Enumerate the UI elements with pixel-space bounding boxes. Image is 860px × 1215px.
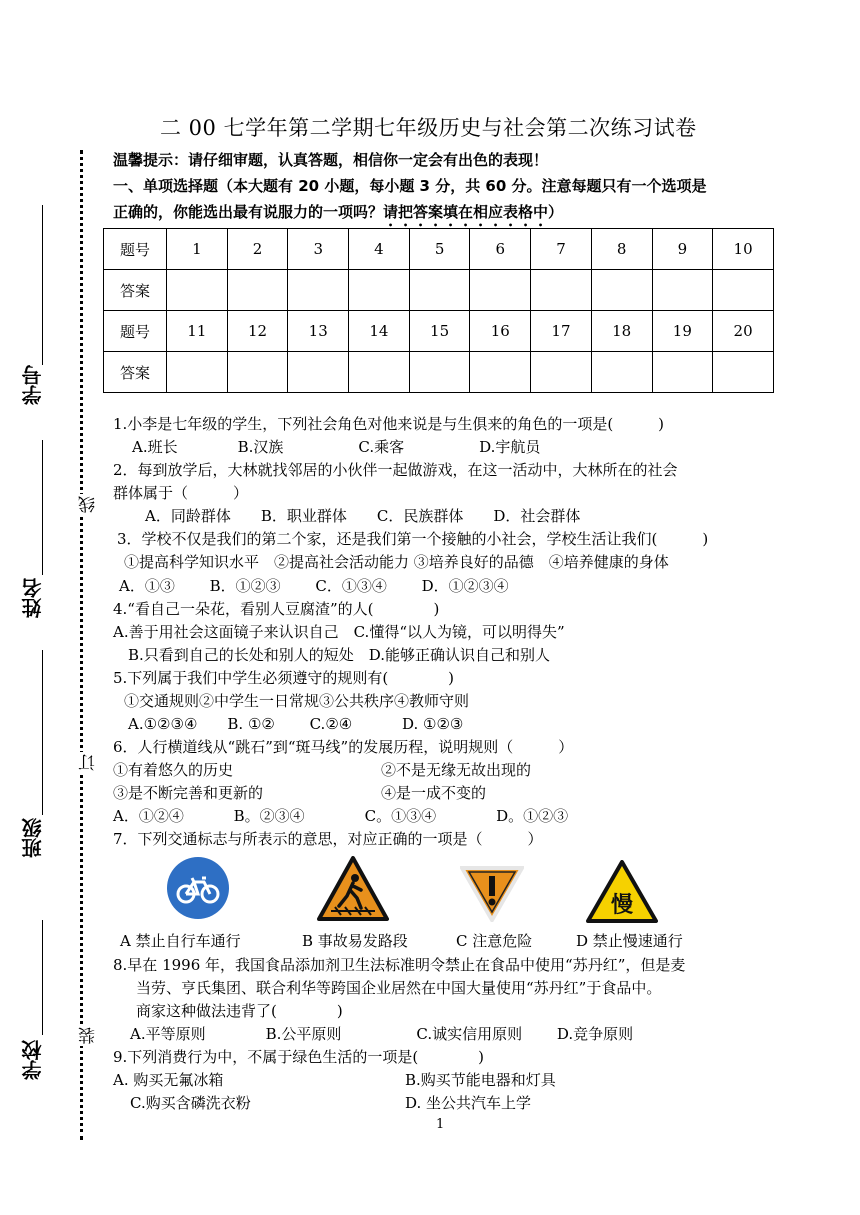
sign-caption-d: D 禁止慢速通行 <box>576 932 683 950</box>
question-number-cell: 1 <box>167 229 228 270</box>
question-number-cell: 2 <box>227 229 288 270</box>
table-header-cell: 题号 <box>104 311 167 352</box>
question-number-cell: 6 <box>470 229 531 270</box>
question-number-cell: 9 <box>652 229 713 270</box>
question-9: 9.下列消费行为中，不属于绿色生活的一项是( ) <box>113 1048 485 1066</box>
question-number-cell: 7 <box>531 229 592 270</box>
sign-caption-c: C 注意危险 <box>456 932 533 950</box>
question-8-options: A.平等原则 B.公平原则 C.诚实信用原则 D.竞争原则 <box>130 1025 634 1043</box>
question-3: 3．学校不仅是我们的第二个家，还是我们第一个接触的小社会，学校生活让我们( ) <box>117 530 709 548</box>
answer-cell[interactable] <box>227 352 288 393</box>
table-row <box>104 311 774 352</box>
answer-cell[interactable] <box>713 352 774 393</box>
section-heading-text: 正确的，你能选出最有说服力的一项吗？ <box>113 203 384 221</box>
question-7: 7．下列交通标志与所表示的意思，对应正确的一项是（ ） <box>113 830 543 848</box>
binding-mark-line: 线 <box>76 494 101 515</box>
question-6-item-3: ③是不断完善和更新的 <box>113 784 264 802</box>
question-2-options: A．同龄群体 B．职业群体 C．民族群体 D．社会群体 <box>145 507 581 525</box>
answer-cell[interactable] <box>288 270 349 311</box>
question-3-options: A．①③ B．①②③ C．①③④ D．①②③④ <box>119 577 509 595</box>
question-8-cont2: 商家这种做法违背了( ) <box>136 1002 343 1020</box>
answer-cell[interactable] <box>591 270 652 311</box>
question-number-cell: 4 <box>349 229 410 270</box>
binding-dotted-line <box>80 150 83 1140</box>
answer-cell[interactable] <box>227 270 288 311</box>
question-3-items: ①提高科学知识水平 ②提高社会活动能力 ③培养良好的品德 ④培养健康的身体 <box>124 553 669 571</box>
question-5-items: ①交通规则②中学生一日常规③公共秩序④教师守则 <box>124 692 470 710</box>
question-number-cell: 12 <box>227 311 288 352</box>
answer-cell[interactable] <box>531 352 592 393</box>
name-line <box>42 440 43 575</box>
class-label: 班级 <box>21 818 45 858</box>
table-row <box>104 229 774 270</box>
question-1-options: A.班长 B.汉族 C.乘客 D.宇航员 <box>132 438 541 456</box>
question-number-cell: 19 <box>652 311 713 352</box>
section-heading-emphasis: 请把答案填在相应表格中 <box>383 203 549 221</box>
binding-mark-bind: 装 <box>76 1025 101 1046</box>
slow-sign-icon <box>586 860 658 924</box>
question-number-cell: 5 <box>409 229 470 270</box>
question-number-cell: 15 <box>409 311 470 352</box>
sign-caption-a: A 禁止自行车通行 <box>120 932 241 950</box>
question-5: 5.下列属于我们中学生必须遵守的规则有( ) <box>113 669 455 687</box>
school-line <box>42 920 43 1035</box>
question-number-cell: 8 <box>591 229 652 270</box>
answer-cell[interactable] <box>167 270 228 311</box>
question-number-cell: 16 <box>470 311 531 352</box>
answer-cell[interactable] <box>470 352 531 393</box>
section-heading-line1: 一、单项选择题（本大题有 20 小题，每小题 3 分，共 60 分。注意每题只有一个选项是 <box>113 177 707 195</box>
question-6-item-4: ④是一成不变的 <box>381 784 487 802</box>
question-8-cont: 当劳、亨氏集团、联合利华等跨国企业居然在中国大量使用“苏丹红”于食品中。 <box>136 979 662 997</box>
answer-label-cell: 答案 <box>104 352 167 393</box>
accident-prone-sign-icon <box>317 856 389 922</box>
caution-danger-sign-icon <box>460 866 524 922</box>
answer-cell[interactable] <box>349 352 410 393</box>
question-number-cell: 11 <box>167 311 228 352</box>
question-4-options-bd: B.只看到自己的长处和别人的短处 D.能够正确认识自己和别人 <box>128 646 551 664</box>
question-9-option-d: D. 坐公共汽车上学 <box>405 1094 532 1112</box>
question-6-options: A．①②④ B。②③④ C。①③④ D。①②③ <box>113 807 569 825</box>
answer-cell[interactable] <box>652 270 713 311</box>
answer-cell[interactable] <box>409 352 470 393</box>
table-header-cell: 题号 <box>104 229 167 270</box>
page-title: 二 00 七学年第二学期七年级历史与社会第二次练习试卷 <box>160 116 697 140</box>
question-1: 1.小李是七年级的学生，下列社会角色对他来说是与生俱来的角色的一项是( ) <box>113 415 665 433</box>
answer-cell[interactable] <box>713 270 774 311</box>
answer-cell[interactable] <box>349 270 410 311</box>
question-number-cell: 14 <box>349 311 410 352</box>
answer-cell[interactable] <box>288 352 349 393</box>
question-9-option-a: A. 购买无氟冰箱 <box>113 1071 224 1089</box>
warm-tip: 温馨提示：请仔细审题，认真答题，相信你一定会有出色的表现！ <box>113 151 549 169</box>
question-9-option-c: C.购买含磷洗衣粉 <box>130 1094 251 1112</box>
section-heading-close: ） <box>548 203 564 221</box>
section-heading-line2 <box>113 201 563 230</box>
binding-mark-staple: 订 <box>76 752 101 773</box>
question-4: 4.“看自己一朵花，看别人豆腐渣”的人( ) <box>113 600 440 618</box>
question-9-option-b: B.购买节能电器和灯具 <box>405 1071 556 1089</box>
student-number-label: 学号 <box>21 365 45 405</box>
slow-sign-char: 慢 <box>610 893 634 918</box>
question-2: 2．每到放学后，大林就找邻居的小伙伴一起做游戏，在这一活动中，大林所在的社会 <box>113 461 678 479</box>
school-label: 学校 <box>21 1040 45 1080</box>
question-number-cell: 3 <box>288 229 349 270</box>
answer-cell[interactable] <box>531 270 592 311</box>
answer-cell[interactable] <box>652 352 713 393</box>
question-6-item-1: ①有着悠久的历史 <box>113 761 234 779</box>
question-number-cell: 10 <box>713 229 774 270</box>
table-row <box>104 270 774 311</box>
question-number-cell: 20 <box>713 311 774 352</box>
question-6: 6．人行横道线从“跳石”到“斑马线”的发展历程，说明规则（ ） <box>113 738 574 756</box>
question-4-options-ac: A.善于用社会这面镜子来认识自己 C.懂得“以人为镜，可以明得失” <box>113 623 565 641</box>
no-bicycle-sign-icon <box>166 856 230 920</box>
question-6-item-2: ②不是无缘无故出现的 <box>381 761 532 779</box>
question-5-options: A.①②③④ B. ①② C.②④ D. ①②③ <box>128 715 464 733</box>
class-line <box>42 650 43 815</box>
sign-caption-b: B 事故易发路段 <box>302 932 408 950</box>
answer-cell[interactable] <box>167 352 228 393</box>
name-label: 姓名 <box>21 578 45 618</box>
answer-table <box>103 228 774 393</box>
table-row <box>104 352 774 393</box>
answer-cell[interactable] <box>409 270 470 311</box>
question-8: 8.早在 1996 年，我国食品添加剂卫生法标准明令禁止在食品中使用“苏丹红”，但是麦 <box>113 956 686 974</box>
question-number-cell: 17 <box>531 311 592 352</box>
question-number-cell: 18 <box>591 311 652 352</box>
page-number: 1 <box>436 1117 445 1132</box>
answer-cell[interactable] <box>470 270 531 311</box>
question-2-cont: 群体属于（ ） <box>113 484 249 502</box>
student-number-line <box>42 205 43 365</box>
answer-label-cell: 答案 <box>104 270 167 311</box>
question-number-cell: 13 <box>288 311 349 352</box>
answer-cell[interactable] <box>591 352 652 393</box>
